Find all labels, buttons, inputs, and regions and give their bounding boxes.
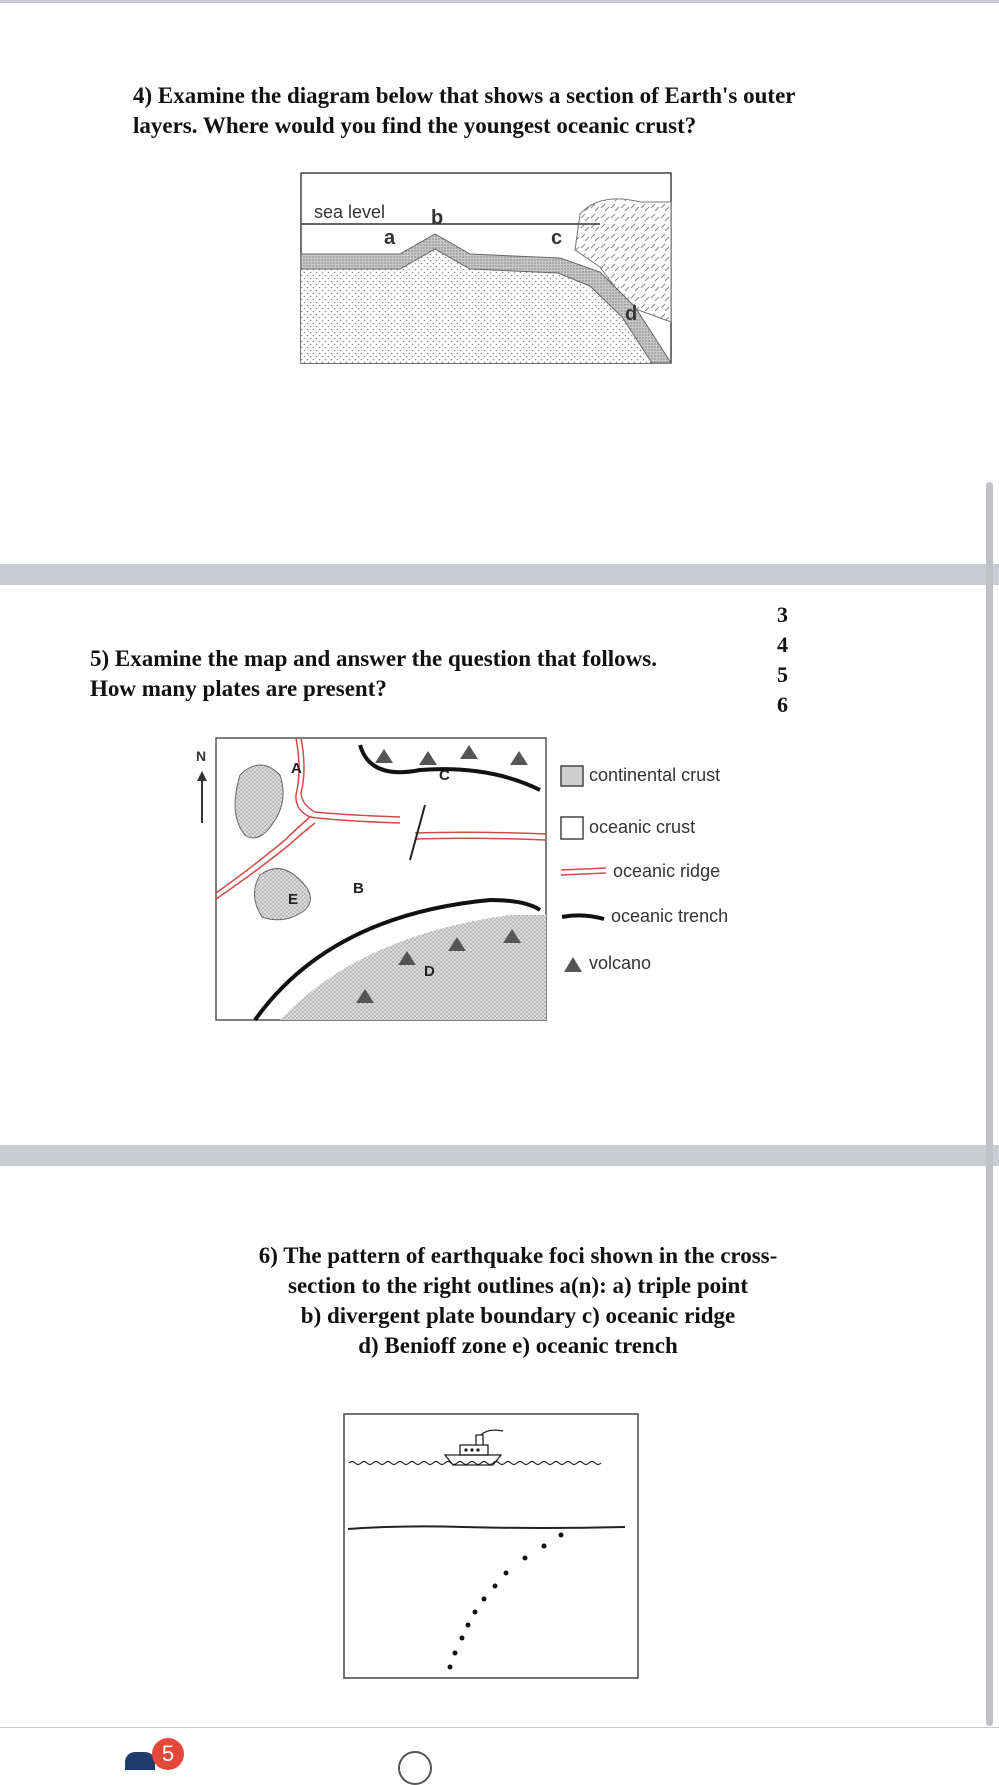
question-5-line-2: How many plates are present? xyxy=(90,676,387,701)
legend-oceanic-trench-label: oceanic trench xyxy=(611,906,729,926)
earth-layers-diagram xyxy=(300,172,672,364)
cross-section-frame xyxy=(344,1414,638,1678)
label-D: D xyxy=(424,963,435,980)
legend-continental-crust-label: continental crust xyxy=(589,765,721,785)
earthquake-cross-section xyxy=(343,1413,639,1679)
legend-oceanic-ridge-label: oceanic ridge xyxy=(613,861,721,881)
legend-oceanic-ridge xyxy=(560,861,720,882)
question-6-line-3: b) divergent plate boundary c) oceanic ridge xyxy=(300,1303,736,1328)
label-B: B xyxy=(353,880,364,897)
scrollbar[interactable] xyxy=(986,482,993,1726)
option-4[interactable]: 4 xyxy=(777,632,788,657)
question-6 xyxy=(200,1241,836,1361)
notification-badge[interactable]: 5 xyxy=(152,1738,184,1770)
label-c: c xyxy=(551,227,563,249)
top-border xyxy=(0,0,999,3)
section-divider-2 xyxy=(0,1145,999,1166)
section-divider-1 xyxy=(0,564,999,585)
legend-continental-crust xyxy=(560,765,720,787)
continental-crust-swatch xyxy=(560,765,584,787)
answer-options xyxy=(770,600,795,720)
label-E: E xyxy=(288,891,299,908)
question-6-line-4: d) Benioff zone e) oceanic trench xyxy=(358,1333,678,1358)
cloud-icon[interactable] xyxy=(125,1752,155,1770)
label-a: a xyxy=(384,227,396,249)
plate-map xyxy=(190,735,550,1025)
question-6-line-2: section to the right outlines a(n): a) triple point xyxy=(288,1273,748,1298)
legend-oceanic-crust-label: oceanic crust xyxy=(589,816,696,837)
label-d: d xyxy=(625,303,638,325)
bottom-circle-icon[interactable] xyxy=(398,1751,432,1785)
bottom-border xyxy=(0,1727,999,1728)
question-6-line-1: 6) The pattern of earthquake foci shown in the cross- xyxy=(258,1243,778,1268)
option-3[interactable]: 3 xyxy=(777,602,788,627)
oceanic-trench-swatch xyxy=(560,909,606,925)
question-4-line-1: 4) Examine the diagram below that shows a section of Earth's outer xyxy=(133,83,796,108)
legend-volcano xyxy=(562,953,651,974)
legend-oceanic-trench xyxy=(560,906,728,927)
sea-level-label: sea level xyxy=(314,202,386,222)
option-5[interactable]: 5 xyxy=(777,662,788,687)
oceanic-crust-swatch xyxy=(560,816,584,840)
north-label: N xyxy=(196,748,207,764)
question-4-line-2: layers. Where would you find the youngest oceanic crust? xyxy=(133,113,697,138)
question-5-line-1: 5) Examine the map and answer the question that follows. xyxy=(90,646,657,671)
volcano-icon xyxy=(562,955,584,973)
oceanic-ridge-swatch xyxy=(560,864,608,880)
label-C: C xyxy=(439,767,450,784)
legend-volcano-label: volcano xyxy=(589,953,652,973)
north-arrowhead xyxy=(197,771,207,781)
label-b: b xyxy=(431,207,444,229)
label-A: A xyxy=(291,760,302,777)
legend-oceanic-crust xyxy=(560,816,695,840)
question-4 xyxy=(133,81,933,141)
option-6[interactable]: 6 xyxy=(777,692,788,717)
question-5 xyxy=(90,644,770,704)
